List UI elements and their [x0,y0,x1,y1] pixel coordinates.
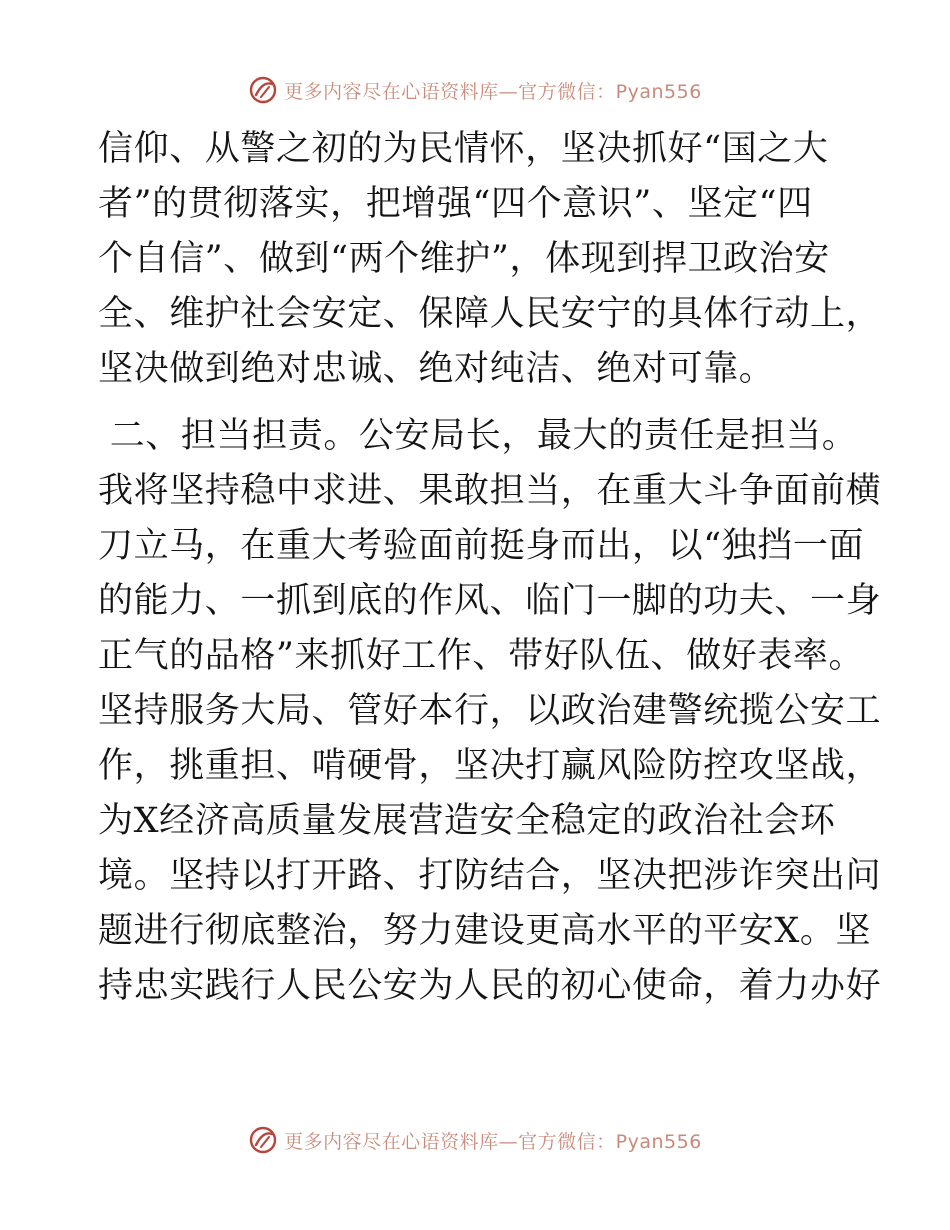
text-line: 我将坚持稳中求进、果敢担当，在重大斗争面前横 [98,471,882,511]
watermark-text: 更多内容尽在心语资料库—官方微信：Pyan556 [284,1130,702,1153]
text-line: 的能力、一抓到底的作风、临门一脚的功夫、一身 [98,581,882,621]
paragraph-1 [98,122,882,397]
text-line: 全、维护社会安定、保障人民安宁的具体行动上， [98,294,882,334]
text-line: 题进行彻底整治，努力建设更高水平的平安X。坚 [98,911,872,951]
text-line: 正气的品格”来抓好工作、带好队伍、做好表率。 [98,636,865,676]
watermark-handle: Pyan556 [615,1130,702,1153]
text-line: 为X经济高质量发展营造安全稳定的政治社会环 [98,801,836,841]
watermark-text: 更多内容尽在心语资料库—官方微信：Pyan556 [284,80,702,103]
footer-watermark [0,1120,950,1160]
text-line: 二、担当担责。公安局长，最大的责任是担当。 [98,416,858,456]
header-watermark [0,70,950,110]
paragraph-2 [98,409,882,1014]
text-line: 刀立马，在重大考验面前挺身而出，以“独挡一面 [98,526,865,566]
text-line: 持忠实践行人民公安为人民的初心使命，着力办好 [98,966,882,1006]
text-line: 者”的贯彻落实，把增强“四个意识”、坚定“四 [98,184,813,224]
text-line: 坚决做到绝对忠诚、绝对纯洁、绝对可靠。 [98,349,775,389]
text-line: 坚持服务大局、管好本行，以政治建警统揽公安工 [98,691,882,731]
text-line: 作，挑重担、啃硬骨，坚决打赢风险防控攻坚战， [98,746,882,786]
text-line: 个自信”、做到“两个维护”，体现到捍卫政治安 [98,239,830,279]
text-line: 信仰、从警之初的为民情怀，坚决抓好“国之大 [98,129,829,169]
brand-logo-icon [248,1125,278,1155]
body-text [98,122,882,1014]
text-line: 境。坚持以打开路、打防结合，坚决把涉诈突出问 [98,856,882,896]
brand-logo-icon [248,75,278,105]
watermark-handle: Pyan556 [615,80,702,103]
